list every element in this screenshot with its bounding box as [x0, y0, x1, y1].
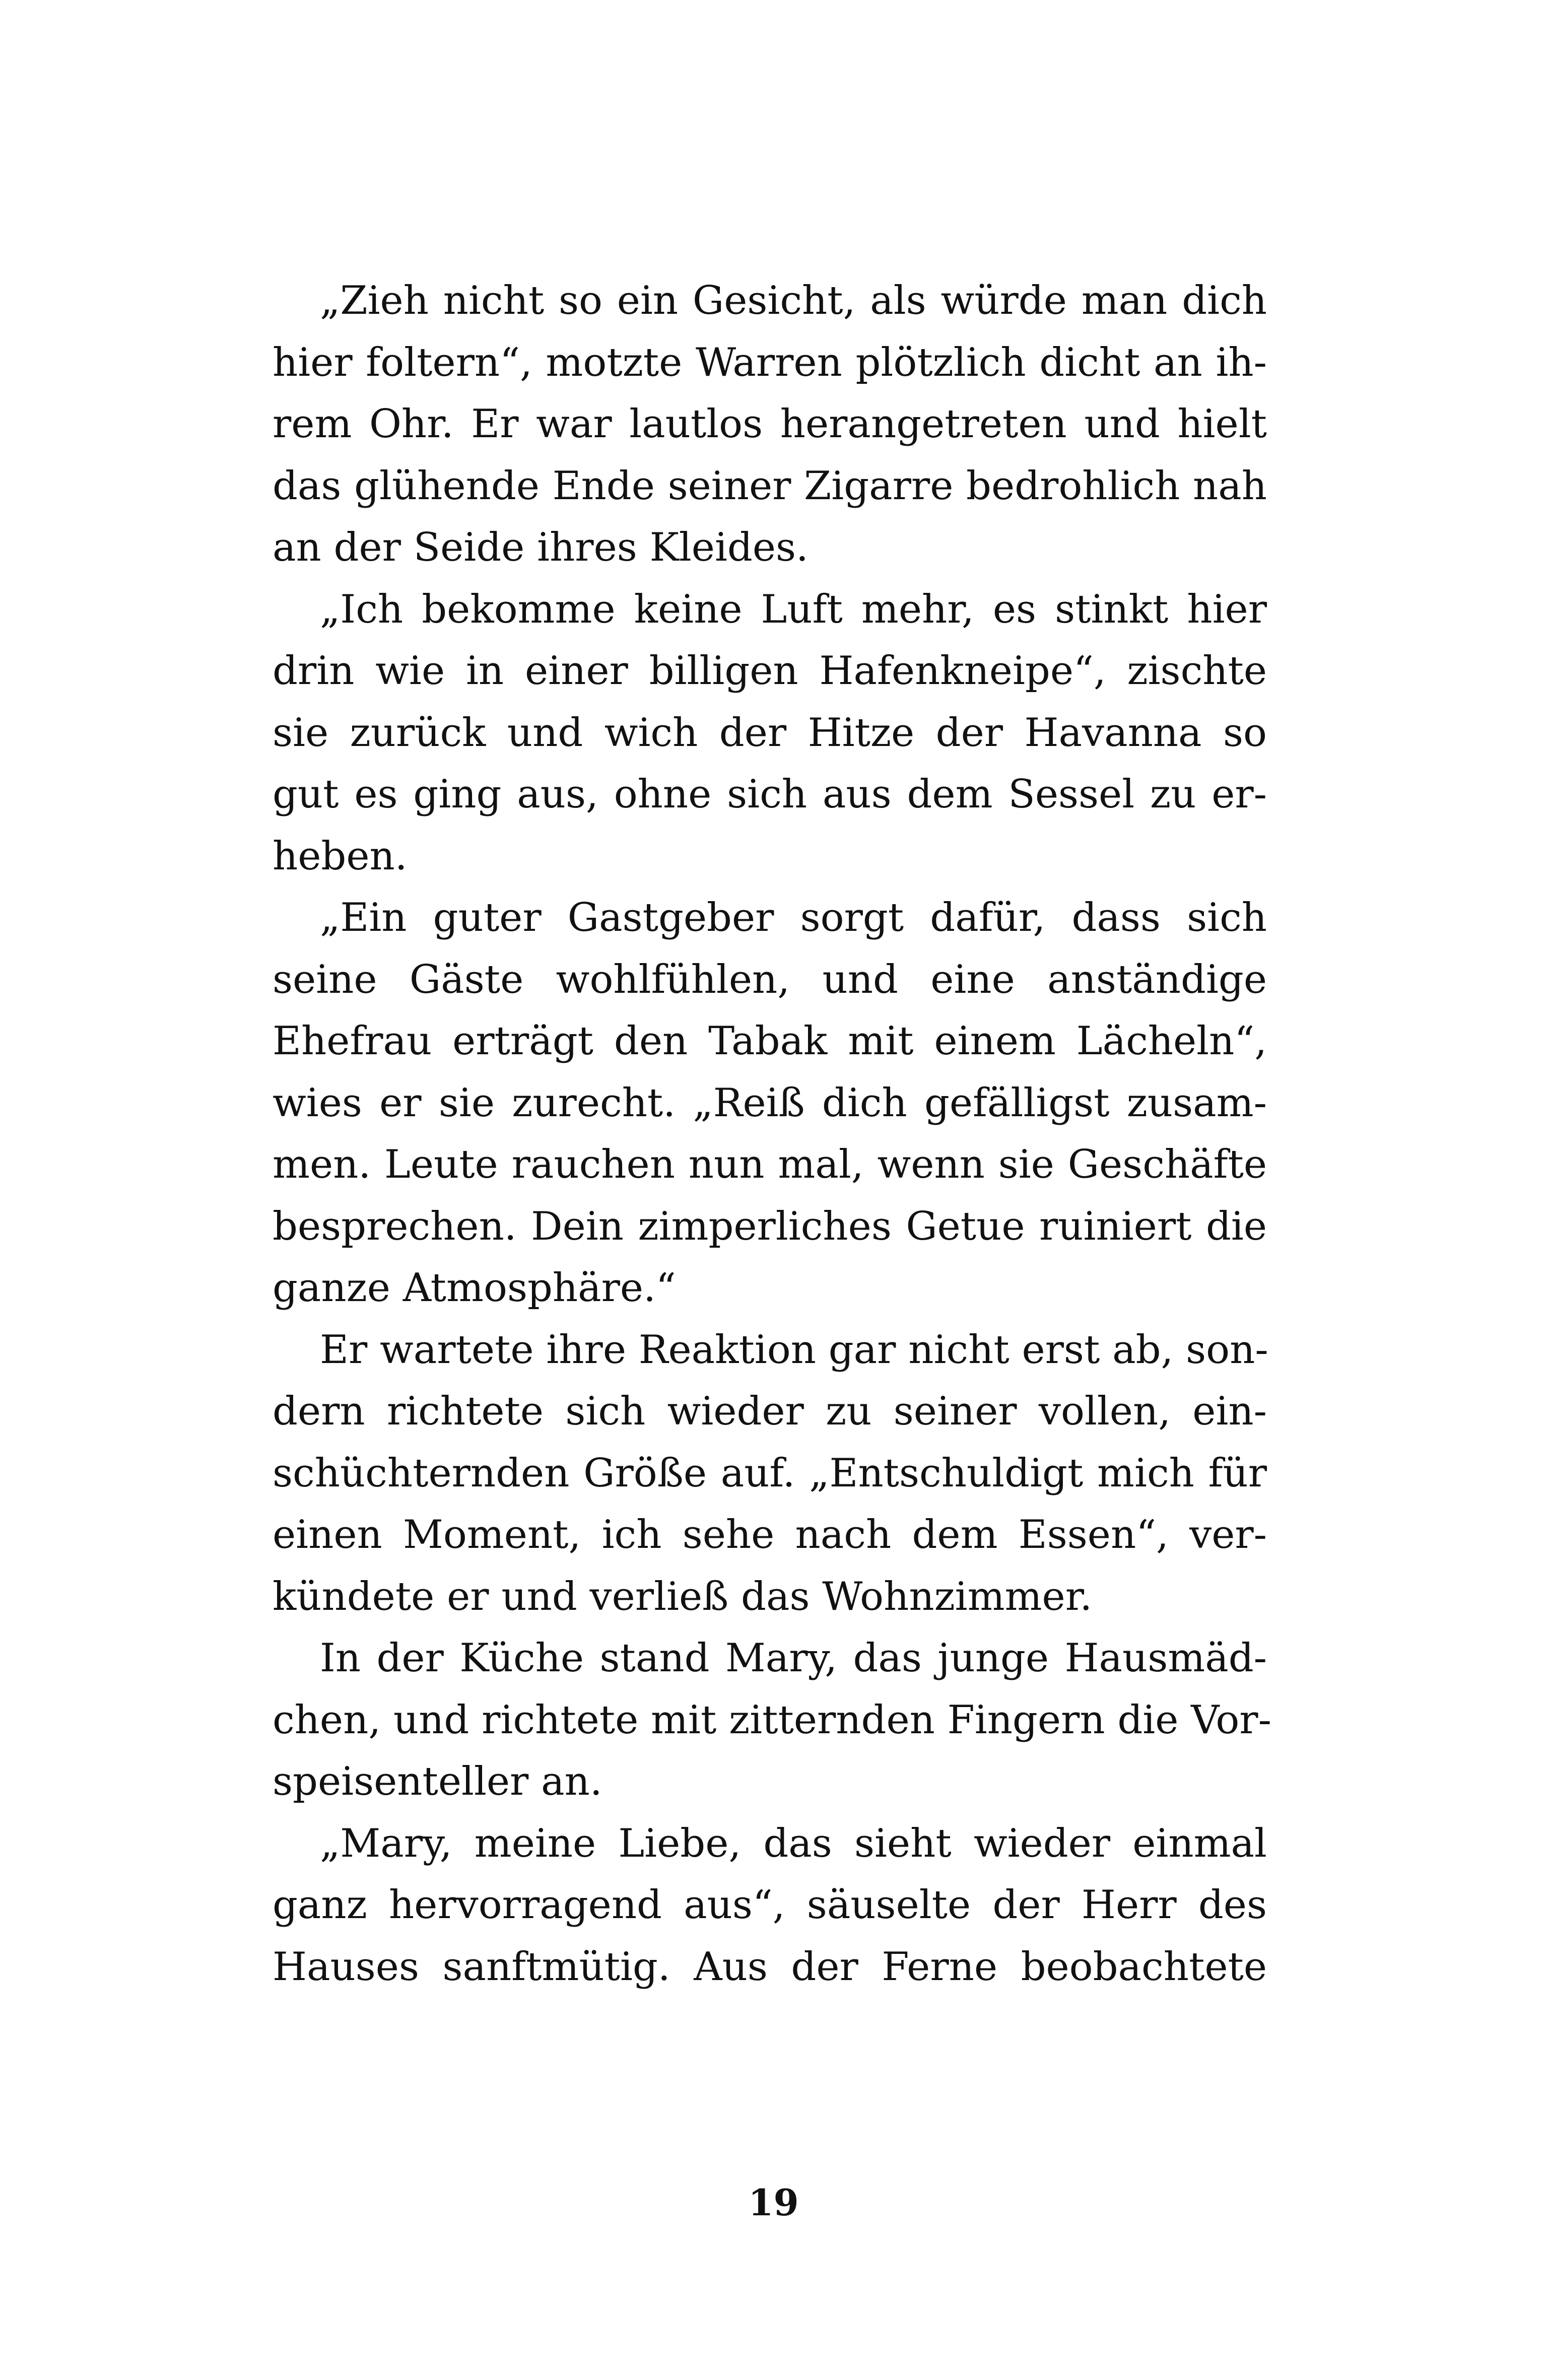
text-line: „Mary, meine Liebe, das sieht wieder einmal: [320, 1820, 1267, 1866]
text-line: wies er sie zurecht. „Reiß dich gefälligst zusam-: [273, 1080, 1267, 1126]
paragraph: [273, 1813, 1267, 1998]
paragraph: [273, 1319, 1267, 1628]
text-line: speisenteller an.: [273, 1759, 602, 1804]
text-line: men. Leute rauchen nun mal, wenn sie Geschäfte: [273, 1142, 1267, 1187]
text-line: heben.: [273, 833, 408, 879]
page-number: 19: [748, 2181, 799, 2224]
paragraph: [273, 270, 1267, 579]
text-line: besprechen. Dein zimperliches Getue ruiniert die: [273, 1203, 1267, 1249]
text-line: an der Seide ihres Kleides.: [273, 525, 809, 570]
paragraph: [273, 887, 1267, 1319]
text-line: drin wie in einer billigen Hafenkneipe“, zischte: [273, 648, 1267, 694]
text-line: hier foltern“, motzte Warren plötzlich dicht an ih-: [273, 339, 1267, 385]
text-line: ganze Atmosphäre.“: [273, 1265, 676, 1311]
text-line: chen, und richtete mit zitternden Fingern die Vor-: [273, 1697, 1271, 1743]
text-line: gut es ging aus, ohne sich aus dem Sessel zu er-: [273, 772, 1267, 817]
text-line: dern richtete sich wieder zu seiner vollen, ein-: [273, 1389, 1267, 1434]
text-line: kündete er und verließ das Wohnzimmer.: [273, 1574, 1093, 1619]
body-text: [273, 270, 1271, 1998]
text-line: „Zieh nicht so ein Gesicht, als würde man dich: [320, 278, 1267, 323]
text-line: ganz hervorragend aus“, säuselte der Herr des: [273, 1882, 1267, 1928]
text-line: das glühende Ende seiner Zigarre bedrohlich nah: [273, 463, 1267, 509]
paragraph: [273, 1627, 1271, 1813]
text-line: schüchternden Größe auf. „Entschuldigt mich für: [273, 1450, 1267, 1496]
text-line: In der Küche stand Mary, das junge Hausmäd-: [320, 1636, 1267, 1681]
text-line: Ehefrau erträgt den Tabak mit einem Lächeln“,: [273, 1018, 1267, 1064]
text-line: seine Gäste wohlfühlen, und eine anständige: [273, 957, 1267, 1002]
text-line: rem Ohr. Er war lautlos herangetreten und hielt: [273, 401, 1267, 447]
text-line: „Ein guter Gastgeber sorgt dafür, dass sich: [320, 895, 1267, 940]
text-line: sie zurück und wich der Hitze der Havanna so: [273, 710, 1267, 756]
text-line: „Ich bekomme keine Luft mehr, es stinkt hier: [320, 586, 1267, 632]
text-line: Er wartete ihre Reaktion gar nicht erst ab, son-: [320, 1327, 1268, 1373]
text-line: einen Moment, ich sehe nach dem Essen“, ver-: [273, 1512, 1267, 1557]
paragraph: [273, 579, 1267, 888]
text-line: Hauses sanftmütig. Aus der Ferne beobachtete: [273, 1944, 1267, 1990]
